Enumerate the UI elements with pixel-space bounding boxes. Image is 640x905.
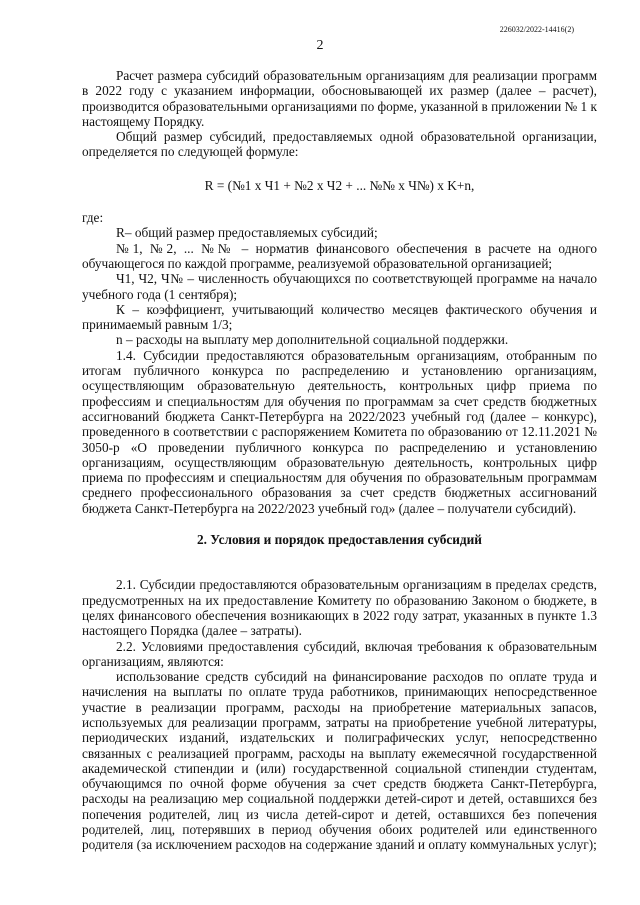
document-body: [82, 68, 597, 853]
paragraph-2-2: 2.2. Условиями предоставления субсидий, включая требования к образовательным организациям, являются:: [82, 638, 597, 669]
paragraph-calculation: Расчет размера субсидий образовательным организациям для реализации программ в 2022 году с указанием информации, обосновывающей их размер (далее – расчет), производится образовательными организациями по форме, указанной в приложении № 1 к настоящему Порядку.: [82, 68, 597, 129]
definition-n: n – расходы на выплату мер дополнительной социальной поддержки.: [116, 332, 509, 348]
paragraph-total-size: Общий размер субсидий, предоставляемых одной образовательной организации, определяется по следующей формуле:: [82, 129, 597, 160]
definition-k: К – коэффициент, учитывающий количество месяцев фактического обучения и принимаемый равным 1/3;: [82, 301, 597, 333]
document-registration-number: 226032/2022-14416(2): [499, 25, 574, 34]
where-label: где:: [82, 210, 104, 226]
paragraph-1-4: 1.4. Субсидии предоставляются образовательным организациям, отобранным по итогам публичного конкурса по распределению и установлению организациям, осуществляющим образовательную деятельность, контрольных цифр приема по профессиям и специальностям для обучения по программам за счет средств бюджетных ассигнований бюджета Санкт-Петербурга на 2022/2023 учебный год (далее – конкурс), проведенного в соответствии с распоряжением Комитета по образованию от 12.11.2021 № 3050-р «О проведении публичного конкурса по распределению и установлению организациям, осуществляющим образовательную деятельность, контрольных цифр приема по профессиям и специальностям для обучения по образовательным программам среднего профессионального образования за счет средств бюджетных ассигнований бюджета Санкт-Петербурга на 2022/2023 учебный год» (далее – получатели субсидий).: [82, 347, 597, 516]
paragraph-2-1: 2.1. Субсидии предоставляются образовательным организациям в пределах средств, предусмотренных на их предоставление Комитету по образованию Законом о бюджете, в целях финансового обеспечения возникающих в 2022 году затрат, указанных в пункте 1.3 настоящего Порядка (далее – затраты).: [82, 577, 597, 639]
definition-count: Ч1, Ч2, Ч№ – численность обучающихся по соответствующей программе на начало учебного года (1 сентября);: [82, 271, 597, 302]
section-heading: 2. Условия и порядок предоставления субсидий: [197, 532, 482, 548]
definition-norm: №1, №2, ... №№ – норматив финансового обеспечения в расчете на одного обучающегося по каждой программе, реализуемой образовательной организацией;: [82, 240, 597, 271]
definition-r: R– общий размер предоставляемых субсидий;: [116, 225, 378, 241]
page-number: 2: [316, 38, 324, 53]
subsidy-formula: R = (№1 х Ч1 + №2 х Ч2 + ... №№ х Ч№) х K+n,: [204, 177, 475, 193]
paragraph-conditions: использование средств субсидий на финансирование расходов по оплате труда и начисления на выплаты по оплате труда работников, принимающих непосредственное участие в реализации программ, расходы на приобретение материальных запасов, используемых для реализации программ, затраты на приобретение учебной литературы, периодических изданий, издательских и полиграфических услуг, непосредственно связанных с реализацией программ, расходы на выплату ежемесячной государственной академической стипендии и (или) государственной социальной стипендии студентам, обучающимся по очной форме обучения за счет средств бюджета Санкт-Петербурга, расходы на реализацию мер социальной поддержки детей-сирот и детей, оставшихся без попечения родителей, лиц из числа детей-сирот и детей, оставшихся без попечения родителей, лиц, потерявших в период обучения обоих родителей или единственного родителя (за исключением расходов на содержание зданий и оплату коммунальных услуг);: [82, 669, 597, 853]
